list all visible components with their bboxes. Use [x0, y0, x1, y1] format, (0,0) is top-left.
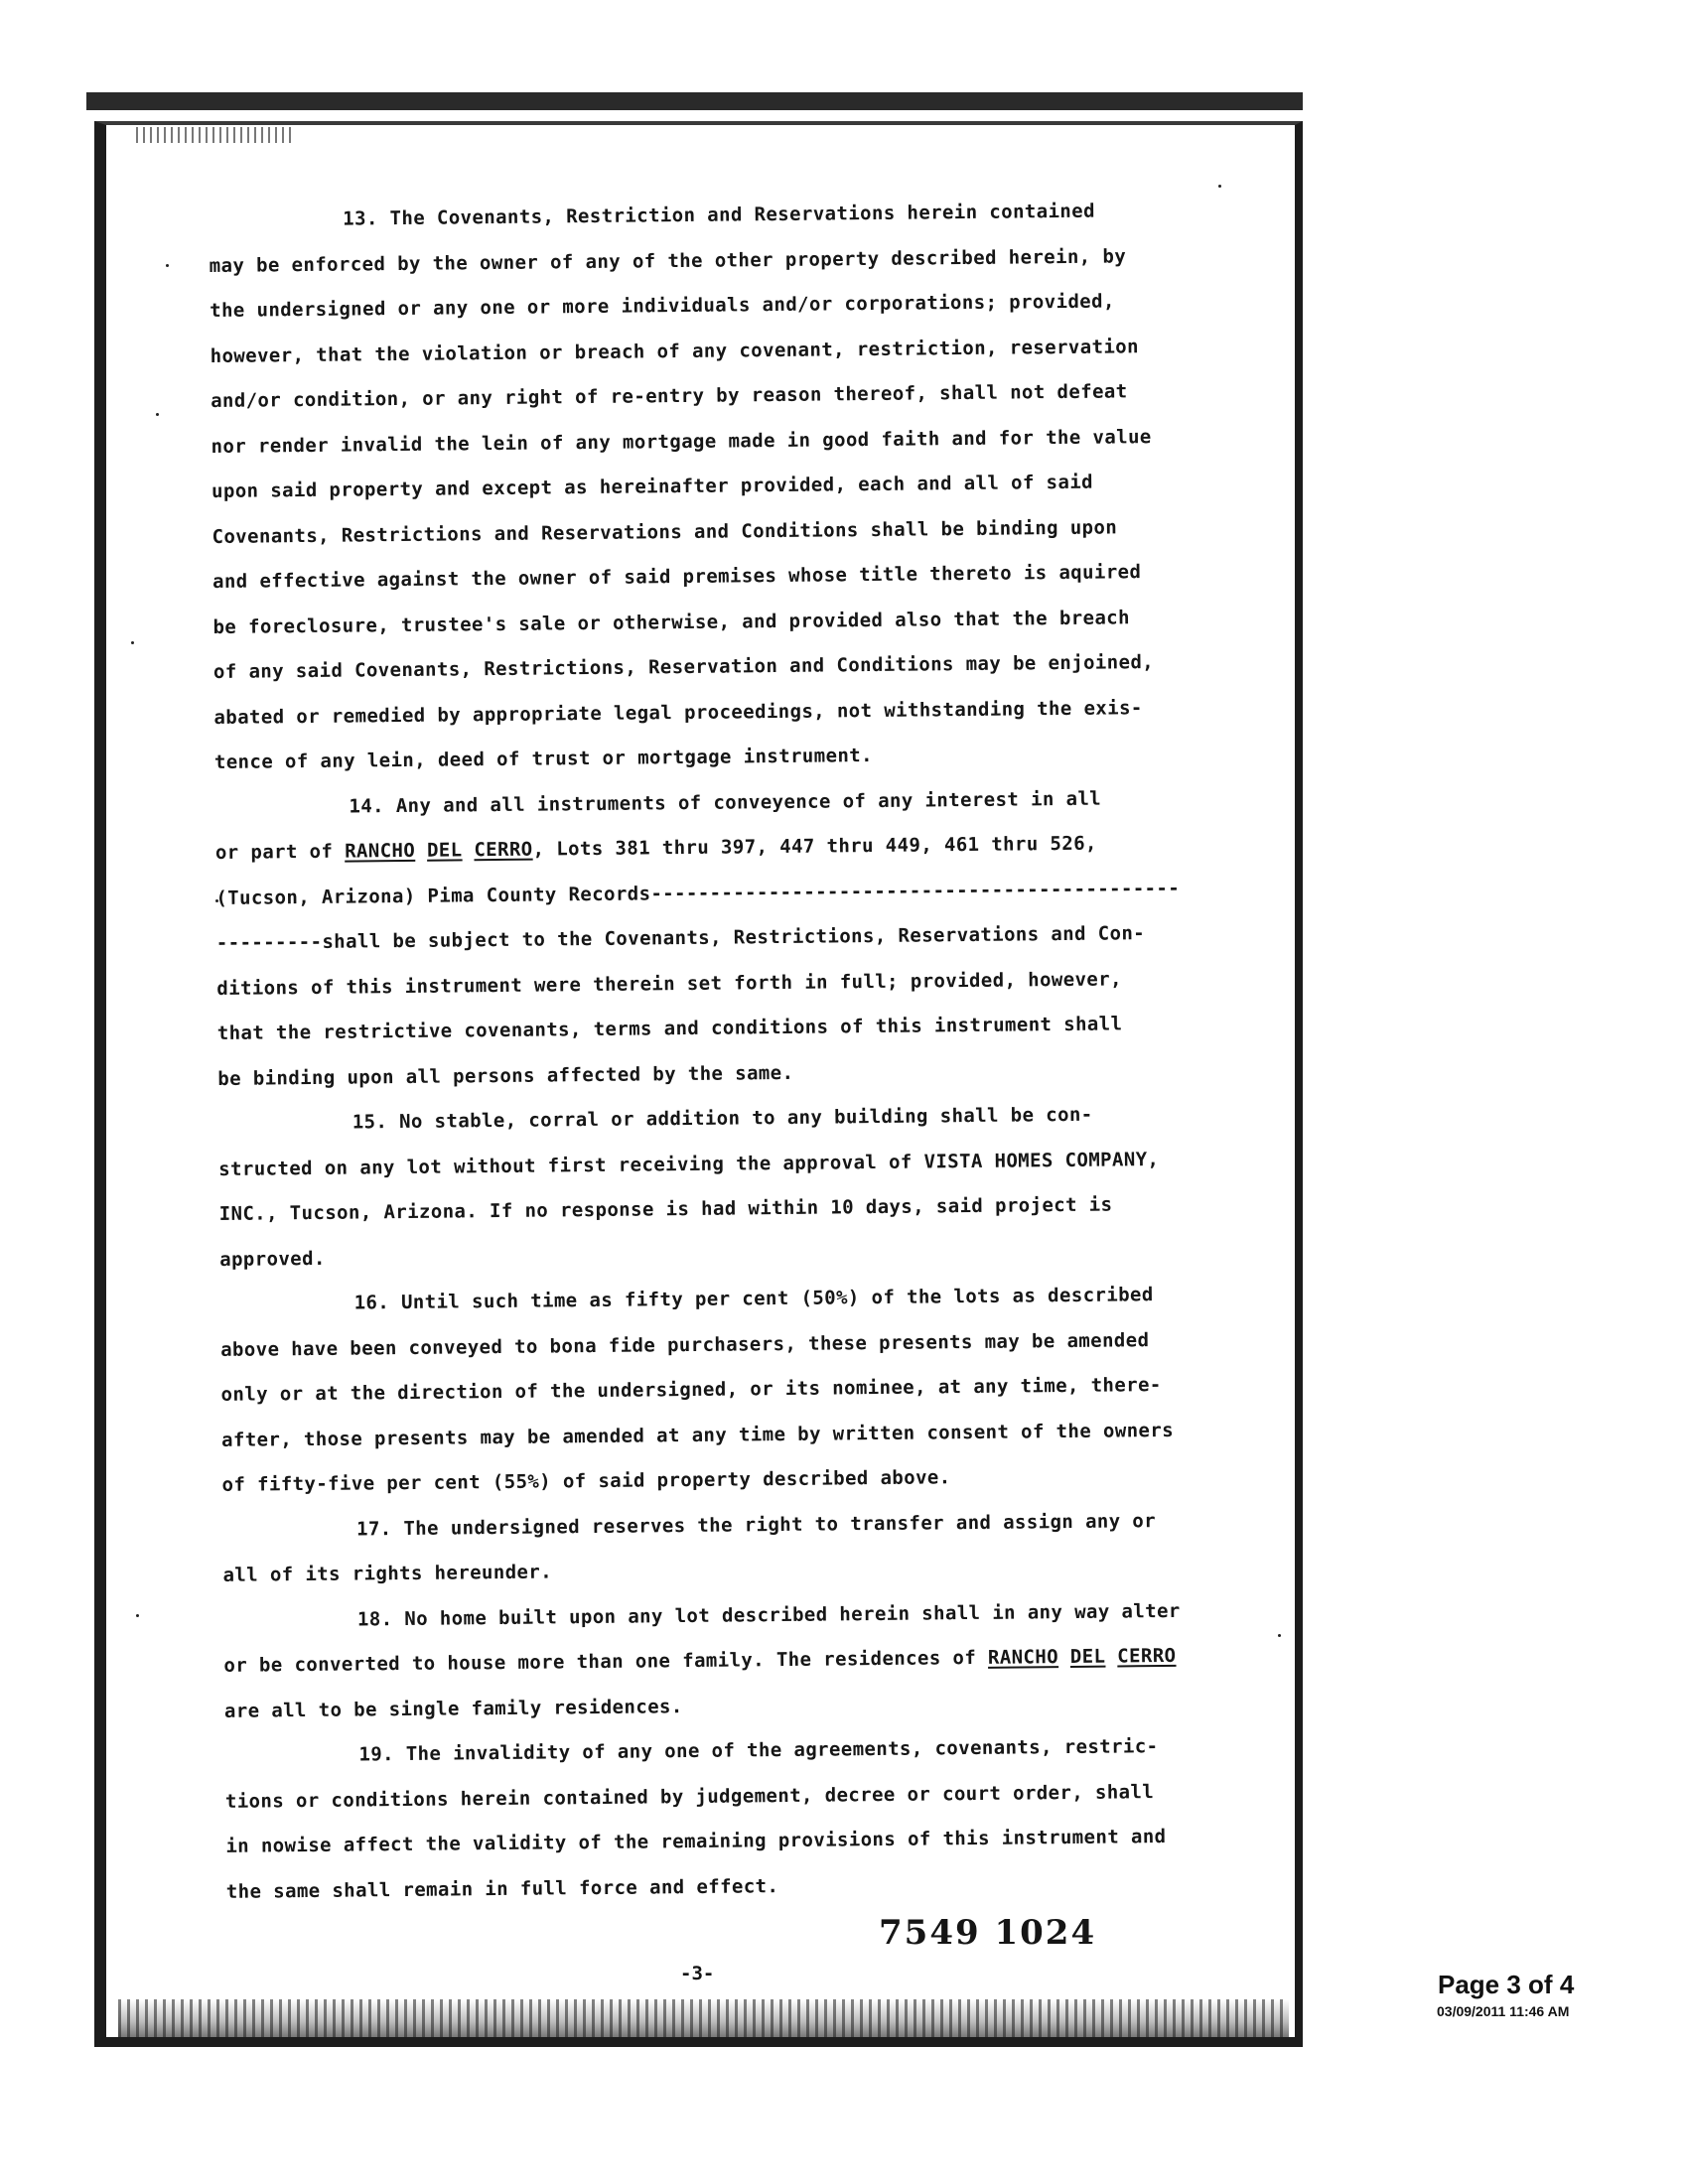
paragraph-13-line: nor render invalid the lein of any mortgage made in good faith and for the value: [211, 425, 1152, 458]
paragraph-13-line: the undersigned or any one or more individuals and/or corporations; provided,: [210, 290, 1115, 322]
paragraph-15-line: structed on any lot without first receiving the approval of VISTA HOMES COMPANY,: [218, 1148, 1160, 1180]
text-run: or be converted to house more than one family. The residences of: [223, 1646, 989, 1677]
text-run: or part of: [214, 840, 346, 864]
recording-book-page-number: 7549 1024: [879, 1913, 1097, 1953]
paragraph-13-line: tence of any lein, deed of trust or mortgage instrument.: [213, 745, 874, 773]
paragraph-16-line: after, those presents may be amended at any time by written consent of the owners: [220, 1419, 1175, 1451]
paragraph-19-line: tions or conditions herein contained by judgement, decree or court order, shall: [224, 1780, 1155, 1813]
paragraph-14-line: that the restrictive covenants, terms and conditions of this instrument shall: [216, 1013, 1123, 1044]
paragraph-15-line: INC., Tucson, Arizona. If no response is had within 10 days, said project is: [218, 1193, 1113, 1225]
subdivision-name-underlined: RANCHO: [987, 1646, 1059, 1669]
paragraph-13-line: and effective against the owner of said premises whose title thereto is aquired: [211, 561, 1142, 593]
paragraph-15-line: 15. No stable, corral or addition to any building shall be con-: [352, 1103, 1093, 1134]
scan-top-border: [86, 92, 1303, 110]
paragraph-19-line: 19. The invalidity of any one of the agreements, covenants, restric-: [358, 1735, 1159, 1766]
page-number-marker: -3-: [680, 1963, 715, 1984]
text-run: [1058, 1646, 1070, 1668]
scan-artifact-bottom: [118, 1999, 1289, 2037]
scan-speck: [166, 264, 169, 267]
scan-speck: [131, 641, 134, 644]
paragraph-19-line: the same shall remain in full force and effect.: [225, 1874, 779, 1903]
paragraph-19-line: in nowise affect the validity of the remaining provisions of this instrument and: [225, 1825, 1167, 1857]
paragraph-18-line: are all to be single family residences.: [223, 1695, 683, 1722]
paragraph-13-line: abated or remedied by appropriate legal proceedings, not withstanding the exis-: [213, 696, 1143, 729]
subdivision-name-underlined: RANCHO: [345, 839, 416, 863]
paragraph-13-line: of any said Covenants, Restrictions, Reservation and Conditions may be enjoined,: [212, 651, 1155, 683]
text-run: [462, 839, 474, 861]
paragraph-14-line: be binding upon all persons affected by the same.: [217, 1061, 794, 1090]
print-page-label: Page 3 of 4: [1438, 1970, 1575, 1999]
scan-speck: [136, 1614, 139, 1617]
document-body: [209, 189, 1190, 1915]
paragraph-13-line: upon said property and except as hereinafter provided, each and all of said: [211, 471, 1094, 502]
paragraph-18-line: 18. No home built upon any lot described herein shall in any way alter: [356, 1599, 1181, 1631]
paragraph-16-line: 16. Until such time as fifty per cent (50%) of the lots as described: [353, 1284, 1154, 1314]
paragraph-15-line: approved.: [219, 1247, 326, 1271]
paragraph-14-line: ---------shall be subject to the Covenants, Restrictions, Reservations and Con-: [215, 922, 1146, 954]
scan-speck: [1218, 185, 1221, 188]
paragraph-14-line: 14. Any and all instruments of conveyence of any interest in all: [349, 787, 1102, 818]
text-run: , Lots 381 thru 397, 447 thru 449, 461 thru 526,: [532, 832, 1097, 861]
paragraph-13-line: may be enforced by the owner of any of the other property described herein, by: [209, 244, 1127, 277]
paragraph-13-line: Covenants, Restrictions and Reservations and Conditions shall be binding upon: [211, 515, 1118, 548]
paragraph-14-line: (Tucson, Arizona) Pima County Records---------------------------------------------: [215, 877, 1181, 909]
paragraph-16-line: only or at the direction of the undersigned, or its nominee, at any time, there-: [220, 1374, 1162, 1406]
text-run: [415, 840, 427, 862]
scan-artifact-top: [136, 127, 295, 143]
paragraph-13-line: be foreclosure, trustee's sale or otherwise, and provided also that the breach: [212, 606, 1131, 638]
print-timestamp: 03/09/2011 11:46 AM: [1437, 2003, 1570, 2019]
paragraph-16-line: above have been conveyed to bona fide purchasers, these presents may be amended: [220, 1328, 1150, 1361]
scan-speck: [1278, 1634, 1281, 1637]
subdivision-name-underlined: DEL: [1069, 1645, 1106, 1668]
paragraph-13-line: however, that the violation or breach of any covenant, restriction, reservation: [210, 335, 1140, 367]
paragraph-14-line: ditions of this instrument were therein set forth in full; provided, however,: [216, 967, 1123, 1000]
text-run: [1105, 1645, 1117, 1667]
paragraph-16-line: of fifty-five per cent (55%) of said property described above.: [221, 1466, 951, 1496]
subdivision-name-underlined: CERRO: [474, 838, 533, 862]
scan-speck: [156, 413, 159, 416]
paragraph-17-line: all of its rights hereunder.: [222, 1561, 553, 1586]
subdivision-name-underlined: DEL: [426, 839, 463, 862]
subdivision-name-underlined: CERRO: [1117, 1644, 1177, 1668]
paragraph-13-line: and/or condition, or any right of re-entry by reason thereof, shall not defeat: [211, 380, 1128, 412]
paragraph-17-line: 17. The undersigned reserves the right to transfer and assign any or: [355, 1509, 1157, 1541]
paragraph-13-line: 13. The Covenants, Restriction and Reservations herein contained: [343, 200, 1095, 230]
